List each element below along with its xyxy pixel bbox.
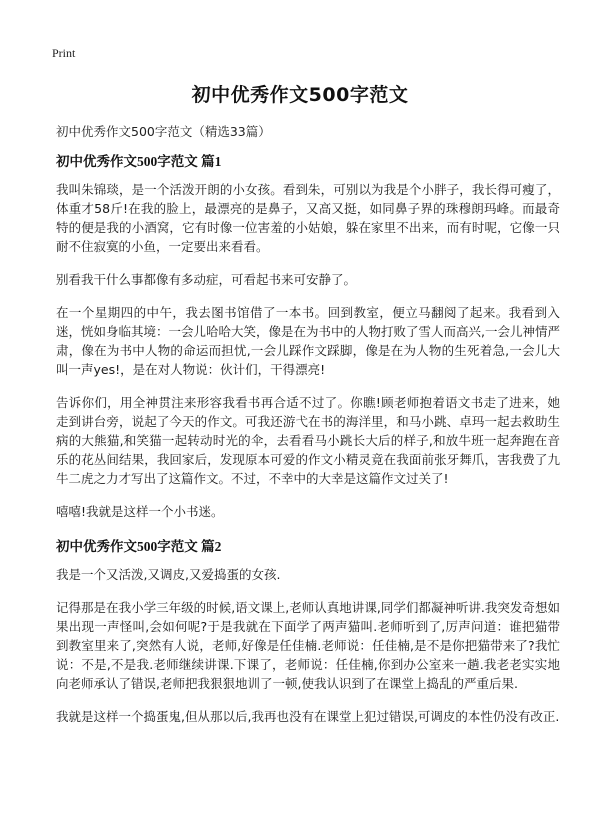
paragraph: 我叫朱锦琰，是一个活泼开朗的小女孩。看到朱，可别以为我是个小胖子，我长得可瘦了，体重才58斤!在我的脸上，最漂亮的是鼻子，又高又挺，如同鼻子界的珠穆朗玛峰。而最奇特的便是我的小酒窝，它有时像一位害羞的小姑娘，躲在家里不出来，而有时呢，它像一只耐不住寂寞的小鱼，一定要出来看看。 bbox=[56, 182, 560, 254]
paragraph: 我就是这样一个捣蛋鬼,但从那以后,我再也没有在课堂上犯过错误,可调皮的本性仍没有改正. bbox=[56, 709, 560, 724]
paragraph: 在一个星期四的中午，我去图书馆借了一本书。回到教室，便立马翻阅了起来。我看到入迷，恍如身临其境：一会儿哈哈大笑，像是在为书中的人物打败了雪人而高兴,一会儿神情严肃，像在为书中人物的命运而担忧,一会儿踩作文踩脚，像是在为人物的生死着急,一会儿大叫一声yes!，是在对人物说：伙计们，干得漂亮! bbox=[56, 305, 560, 377]
page-title: 初中优秀作文500字范文 bbox=[191, 84, 409, 106]
section-1 bbox=[56, 150, 560, 521]
paragraph: 我是一个又活泼,又调皮,又爱捣蛋的女孩. bbox=[56, 567, 281, 582]
page-subtitle: 初中优秀作文500字范文（精选33篇） bbox=[56, 124, 271, 139]
paragraph: 嘻嘻!我就是这样一个小书迷。 bbox=[56, 504, 224, 519]
section-2 bbox=[56, 535, 560, 726]
section-heading: 初中优秀作文500字范文 篇1 bbox=[56, 154, 222, 169]
print-label[interactable]: Print bbox=[52, 46, 76, 60]
article-content bbox=[56, 150, 560, 740]
paragraph: 记得那是在我小学三年级的时候,语文课上,老师认真地讲课,同学们都凝神听讲.我突发奇想如果出现一声怪叫,会如何呢?于是我就在下面学了两声猫叫.老师听到了,厉声问道：谁把猫带到教室里来了,突然有人说，老师,好像是任佳楠.老师说：任佳楠,是不是你把猫带来了?我忙说：不是,不是我.老师继续讲课.下课了，老师说：任佳楠,你到办公室来一趟.我老老实实地向老师承认了错误,老师把我狠狠地训了一顿,使我认识到了在课堂上捣乱的严重后果. bbox=[56, 600, 560, 691]
section-heading: 初中优秀作文500字范文 篇2 bbox=[56, 539, 222, 554]
paragraph: 别看我干什么事都像有多动症，可看起书来可安静了。 bbox=[56, 272, 357, 287]
paragraph: 告诉你们，用全神贯注来形容我看书再合适不过了。你瞧!顾老师抱着语文书走了进来，她走到讲台旁，说起了今天的作文。可我还游弋在书的海洋里，和马小跳、卓玛一起去救助生病的大熊猫,和笑猫一起转动时光的伞，去看看马小跳长大后的样子,和放牛班一起奔跑在音乐的花丛间结果，我回家后，发现原本可爱的作文小精灵竟在我面前张牙舞爪，害我费了九牛二虎之力才写出了这篇作文。不过，不幸中的大幸是这篇作文过关了! bbox=[56, 395, 560, 486]
